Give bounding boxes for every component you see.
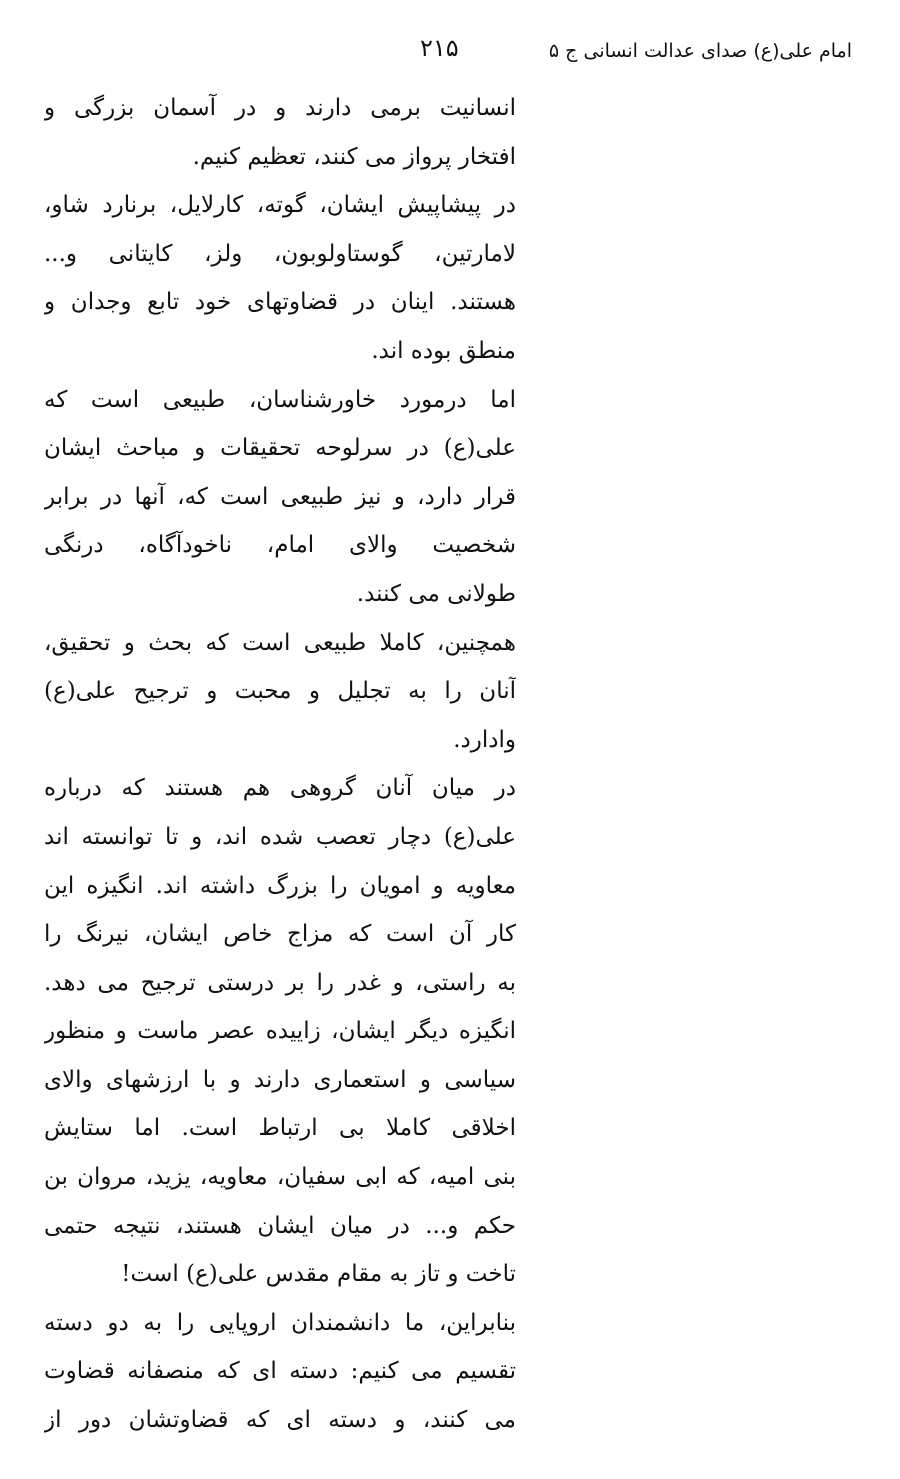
- text-line: آنان را به تجلیل و محبت و ترجیح علی(ع): [44, 678, 516, 705]
- text-line: شخصیت والای امام، ناخودآگاه، درنگی: [44, 532, 516, 559]
- text-line: وادارد.: [453, 726, 516, 753]
- text-line: انسانیت برمی دارند و در آسمان بزرگی و: [44, 95, 516, 121]
- text-line: در میان آنان گروهی هم هستند که درباره: [44, 775, 516, 802]
- text-line: انگیزه دیگر ایشان، زاییده عصر ماست و منظور: [44, 1018, 516, 1045]
- text-line: طولانی می کنند.: [356, 580, 516, 607]
- text-line: لامارتین، گوستاولوبون، ولز، کایتانی و...: [44, 240, 516, 267]
- text-line: افتخار پرواز می کنند، تعظیم کنیم.: [192, 143, 516, 170]
- text-line: می کنند، و دسته ای که قضاوتشان دور از: [44, 1407, 516, 1434]
- text-line: کار آن است که مزاج خاص ایشان، نیرنگ را: [44, 921, 516, 948]
- text-line: همچنین، کاملا طبیعی است که بحث و تحقیق،: [44, 629, 516, 656]
- text-line: قرار دارد، و نیز طبیعی است که، آنها در برابر: [44, 483, 516, 510]
- text-line: تقسیم می کنیم: دسته ای که منصفانه قضاوت: [44, 1358, 516, 1385]
- text-line: تاخت و تاز به مقام مقدس علی(ع) است!: [121, 1261, 516, 1288]
- text-line: حکم و... در میان ایشان هستند، نتیجه حتمی: [44, 1212, 516, 1239]
- page-number: ۲۱۵: [420, 34, 459, 62]
- text-line: بنابراین، ما دانشمندان اروپایی را به دو دسته: [44, 1309, 516, 1336]
- text-line: معاویه و امویان را بزرگ داشته اند. انگیزه این: [44, 872, 516, 899]
- text-line: علی(ع) دچار تعصب شده اند، و تا توانسته اند: [44, 823, 516, 850]
- body-text: [44, 84, 516, 1445]
- text-line: به راستی، و غدر را بر درستی ترجیح می دهد.: [44, 969, 516, 996]
- text-line: منطق بوده اند.: [371, 337, 516, 364]
- text-line: اما درمورد خاورشناسان، طبیعی است که: [44, 386, 516, 413]
- text-line: اخلاقی کاملا بی ارتباط است. اما ستایش: [44, 1115, 516, 1142]
- text-line: هستند. اینان در قضاوتهای خود تابع وجدان و: [44, 289, 516, 316]
- text-line: بنی امیه، که ابی سفیان، معاویه، یزید، مروان بن: [44, 1164, 516, 1191]
- text-line: سیاسی و استعماری دارند و با ارزشهای والای: [44, 1066, 516, 1093]
- text-line: علی(ع) در سرلوحه تحقیقات و مباحث ایشان: [44, 435, 516, 462]
- running-title: امام علی(ع) صدای عدالت انسانی ج ۵: [548, 40, 852, 62]
- text-line: در پیشاپیش ایشان، گوته، کارلایل، برنارد شاو،: [44, 192, 516, 219]
